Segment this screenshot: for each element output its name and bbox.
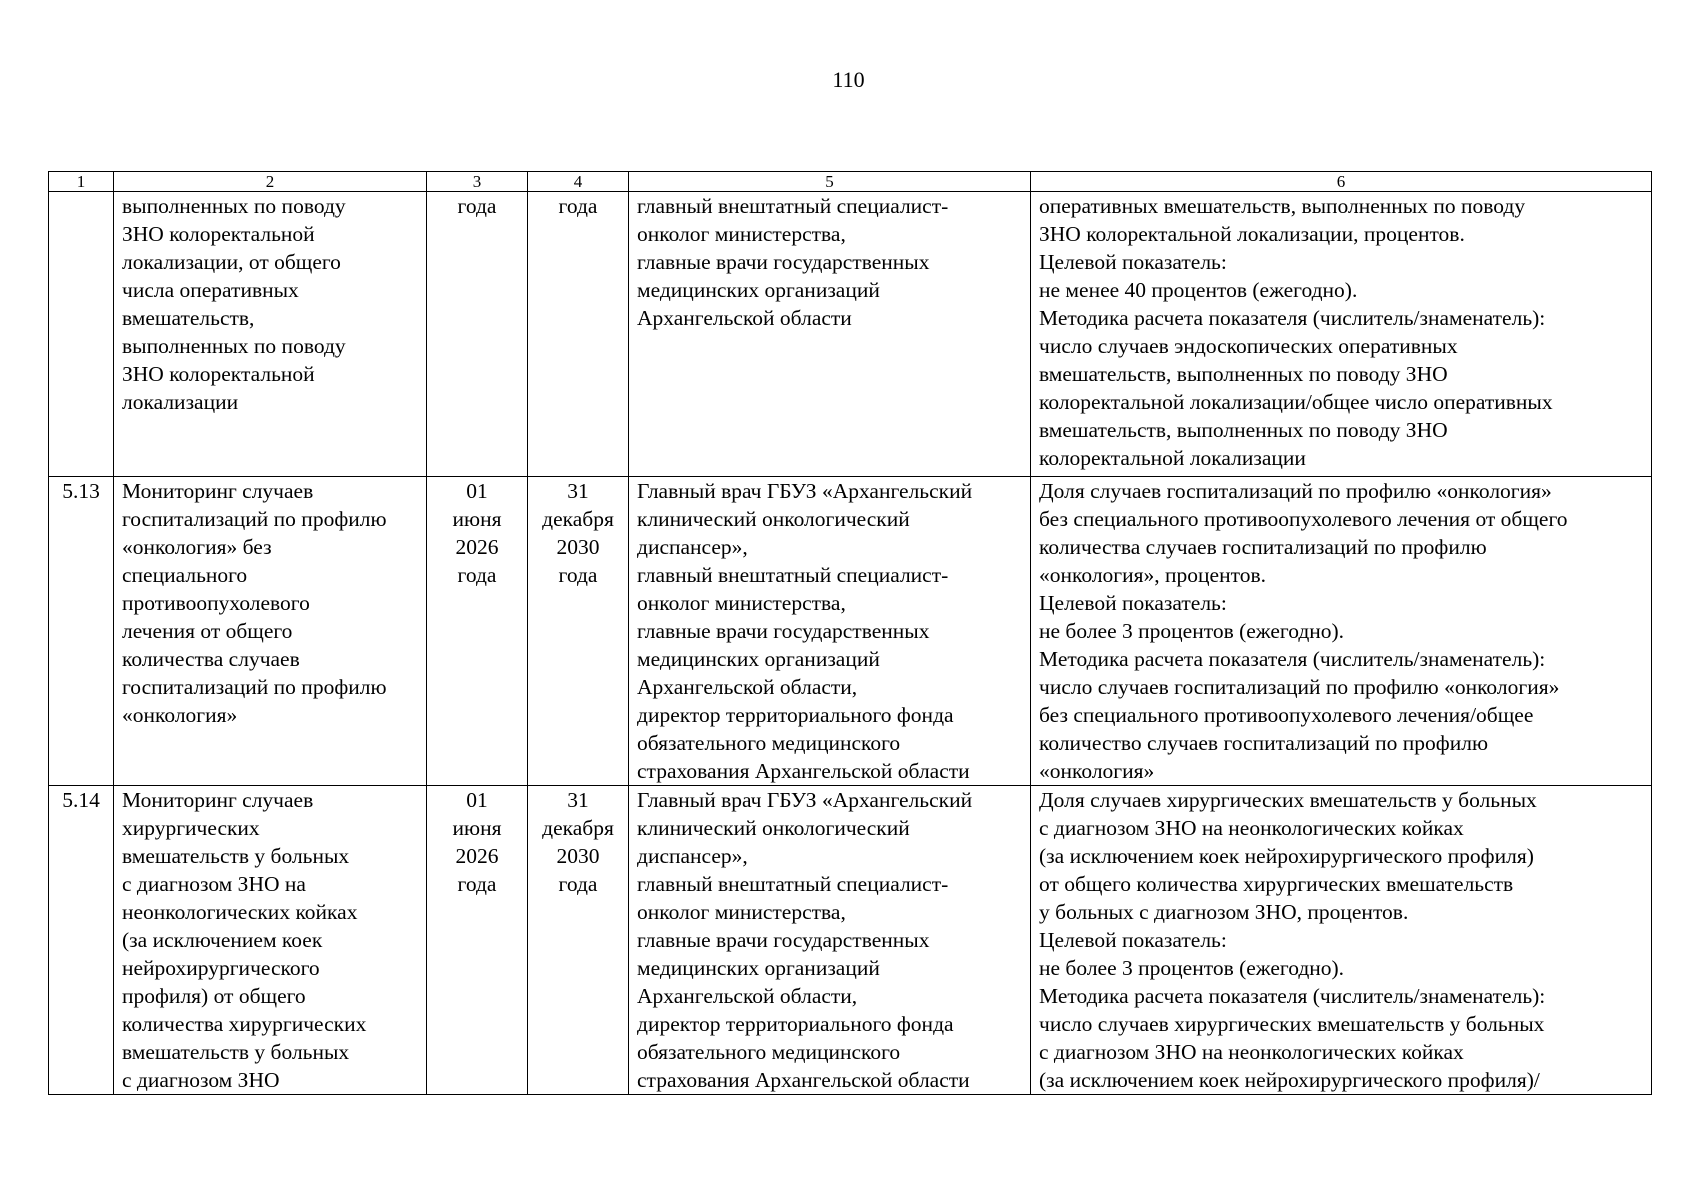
cell-responsible: Главный врач ГБУЗ «Архангельский клинический онкологический диспансер», главный внештатный специалист- онколог министерства, главные врачи государственных медицинских организаций Архангельской области, директор территориального фонда обязательного медицинского страхования Архангельской области xyxy=(629,786,1031,1095)
cell-indicator: Доля случаев госпитализаций по профилю «онкология» без специального противоопухолевого лечения от общего количества случаев госпитализаций по профилю «онкология», процентов. Целевой показатель: не более 3 процентов (ежегодно). Методика расчета показателя (числитель/знаменатель): число случаев госпитализаций по профилю «онкология» без специального противоопухолевого лечения/общее количество случаев госпитализаций по профилю «онкология» xyxy=(1031,477,1652,786)
cell-end-date: года xyxy=(528,192,629,477)
cell-responsible: Главный врач ГБУЗ «Архангельский клинический онкологический диспансер», главный внештатный специалист- онколог министерства, главные врачи государственных медицинских организаций Архангельской области, директор территориального фонда обязательного медицинского страхования Архангельской области xyxy=(629,477,1031,786)
cell-event: выполненных по поводу ЗНО колоректальной локализации, от общего числа оперативных вмешательств, выполненных по поводу ЗНО колоректальной локализации xyxy=(114,192,427,477)
cell-start-date: года xyxy=(427,192,528,477)
cell-event: Мониторинг случаев госпитализаций по профилю «онкология» без специального противоопухолевого лечения от общего количества случаев госпитализаций по профилю «онкология» xyxy=(114,477,427,786)
header-row xyxy=(49,172,1652,192)
table-row-continuation xyxy=(49,192,1652,477)
cell-end-date: 31 декабря 2030 года xyxy=(528,786,629,1095)
table-row xyxy=(49,477,1652,786)
table-row xyxy=(49,786,1652,1095)
cell-responsible: главный внештатный специалист- онколог министерства, главные врачи государственных медицинских организаций Архангельской области xyxy=(629,192,1031,477)
header-col-1: 1 xyxy=(49,172,114,192)
cell-start-date: 01 июня 2026 года xyxy=(427,786,528,1095)
header-col-2: 2 xyxy=(114,172,427,192)
header-col-3: 3 xyxy=(427,172,528,192)
plan-table xyxy=(48,171,1652,1095)
cell-start-date: 01 июня 2026 года xyxy=(427,477,528,786)
cell-indicator: оперативных вмешательств, выполненных по поводу ЗНО колоректальной локализации, процентов. Целевой показатель: не менее 40 процентов (ежегодно). Методика расчета показателя (числитель/знаменатель): число случаев эндоскопических оперативных вмешательств, выполненных по поводу ЗНО колоректальной локализации/общее число оперативных вмешательств, выполненных по поводу ЗНО колоректальной локализации xyxy=(1031,192,1652,477)
header-col-6: 6 xyxy=(1031,172,1652,192)
cell-num: 5.14 xyxy=(49,786,114,1095)
header-col-4: 4 xyxy=(528,172,629,192)
cell-end-date: 31 декабря 2030 года xyxy=(528,477,629,786)
cell-num xyxy=(49,192,114,477)
cell-indicator: Доля случаев хирургических вмешательств у больных с диагнозом ЗНО на неонкологических койках (за исключением коек нейрохирургического профиля) от общего количества хирургических вмешательств у больных с диагнозом ЗНО, процентов. Целевой показатель: не более 3 процентов (ежегодно). Методика расчета показателя (числитель/знаменатель): число случаев хирургических вмешательств у больных с диагнозом ЗНО на неонкологических койках (за исключением коек нейрохирургического профиля)/ xyxy=(1031,786,1652,1095)
cell-event: Мониторинг случаев хирургических вмешательств у больных с диагнозом ЗНО на неонкологических койках (за исключением коек нейрохирургического профиля) от общего количества хирургических вмешательств у больных с диагнозом ЗНО xyxy=(114,786,427,1095)
page-number: 110 xyxy=(832,67,865,92)
cell-num: 5.13 xyxy=(49,477,114,786)
header-col-5: 5 xyxy=(629,172,1031,192)
